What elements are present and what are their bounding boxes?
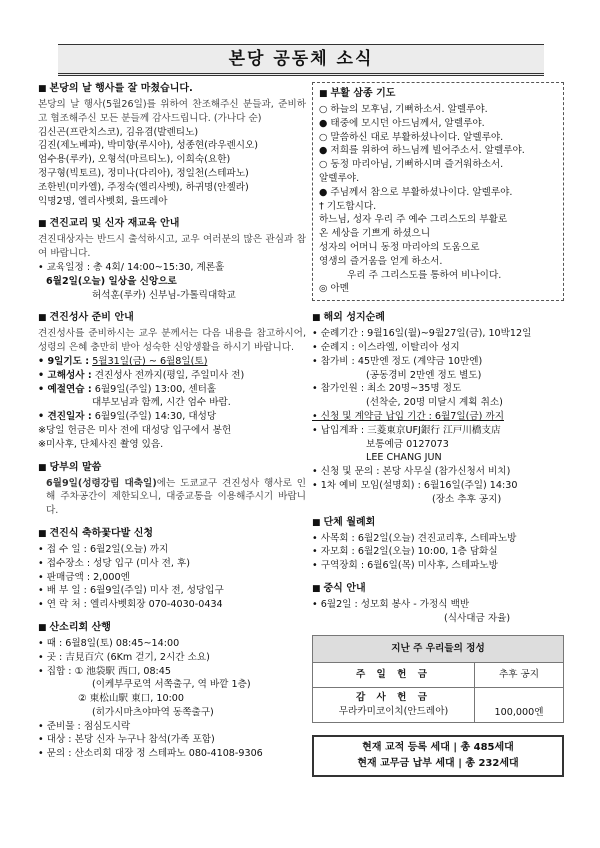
item-value: 6월9일(주일) 14:30, 대성당 — [94, 411, 217, 423]
prayer-line: 성자의 어머니 동정 마리아의 도움으로 — [319, 241, 480, 253]
list-item: • 곳 : 吉見百穴 (6Km 걷기, 2시간 소요) — [38, 651, 210, 663]
section-hiking — [38, 621, 306, 761]
donor-line: 김진(제노베파), 박미향(루시아), 성종현(라우렌시오) — [38, 140, 259, 152]
list-item: • 문의 : 산소리회 대장 정 스테파노 080-4108-9306 — [38, 748, 263, 760]
list-note: (공동경비 2만엔 정도 별도) — [366, 369, 482, 381]
body-bold: 6월9일(성령강림 대축일) — [46, 477, 157, 489]
section-request — [38, 461, 306, 518]
donor-line: 정구형(빅토르), 정미나(다리아), 정일천(스테파노) — [38, 167, 249, 179]
list-item: ② 東松山駅 東口, 10:00 — [78, 693, 185, 705]
census-line: 현재 교무금 납부 세대 | 총 232세대 — [357, 757, 519, 769]
list-item: • 순례지 : 이스라엘, 이탈리아 성지 — [312, 341, 460, 353]
item-label: • 견진일자 : — [38, 411, 92, 423]
square-bullet-icon: ■ — [38, 528, 47, 539]
list-item: • 참가비 : 45만엔 정도 (계약금 10만엔) — [312, 355, 483, 367]
list-note: (식사대금 자율) — [444, 612, 511, 624]
square-bullet-icon: ■ — [38, 622, 47, 633]
square-bullet-icon: ■ — [312, 517, 321, 528]
section-title: 견진교리 및 신자 재교육 안내 — [49, 218, 180, 230]
list-note: (선착순, 20명 미달시 계획 취소) — [366, 397, 503, 409]
item-label: • 예절연습 : — [38, 383, 92, 395]
square-bullet-icon: ■ — [38, 462, 47, 473]
offering-donor: 무라카미코이치(안드레아) — [338, 705, 449, 717]
list-item: • 신청 및 문의 : 본당 사무실 (참가신청서 비치) — [312, 466, 511, 478]
prayer-line: ○ 말씀하신 대로 부활하셨나이다. 알렐루야. — [319, 131, 504, 143]
offering-header: 지난 주 우리들의 정성 — [313, 635, 564, 662]
prayer-box — [312, 82, 564, 301]
note-line: ※미사후, 단체사진 촬영 있음. — [38, 438, 164, 450]
prayer-line: ● 저희를 위하여 하느님께 빌어주소서. 알렐루야. — [319, 145, 525, 157]
list-item: • 판매금액 : 2,000엔 — [38, 571, 130, 583]
square-bullet-icon: ■ — [38, 313, 47, 324]
highlight-line: 6월2일(오늘) 일상을 신앙으로 — [46, 275, 177, 287]
page-title: 본당 공동체 소식 — [58, 44, 544, 76]
list-item: • 집합 : ① 池袋駅 西口, 08:45 — [38, 665, 171, 677]
donor-line: 익명2명, 엘리사벳회, 율뜨레아 — [38, 195, 168, 207]
section-title: 해외 성지순례 — [323, 312, 385, 324]
list-item: • 구역장회 : 6월6일(목) 미사후, 스테파노방 — [312, 560, 498, 572]
list-item: • 6월2일 : 성모회 봉사 - 가정식 백반 — [312, 598, 470, 610]
section-confirmation-class — [38, 217, 306, 302]
list-item: • 자모회 : 6월2일(오늘) 10:00, 1층 담화실 — [312, 546, 498, 558]
prayer-line: ● 주님께서 참으로 부활하셨나이다. 알렐루야. — [319, 186, 513, 198]
offering-table — [312, 635, 564, 723]
prayer-line: ◎ 아멘 — [319, 283, 349, 295]
section-body: 본당의 날 행사(5월26일)를 위하여 찬조해주신 분들과, 준비하고 협조해주신 모든 분들께 감사드립니다. (가나다 순) — [38, 99, 306, 124]
square-bullet-icon: ■ — [312, 583, 321, 594]
section-title: 당부의 말씀 — [49, 461, 102, 473]
offering-value: 추후 공지 — [475, 662, 564, 687]
list-item: • 신청 및 계약금 납입 기간 : 6월7일(금) 까지 — [312, 410, 504, 422]
section-lunch — [312, 582, 564, 626]
item-label: • 고해성사 : — [38, 369, 92, 381]
offering-label: 감 사 헌 금 — [355, 691, 432, 703]
section-title: 중식 안내 — [323, 582, 366, 594]
donor-line: 조한빈(미카엘), 주정숙(엘리사벳), 하귀명(안젤라) — [38, 181, 249, 193]
section-title: 견진식 축하꽃다발 신청 — [49, 527, 154, 539]
census-box — [312, 735, 564, 777]
left-column — [38, 82, 306, 770]
list-item: • 접 수 일 : 6월2일(오늘) 까지 — [38, 543, 169, 555]
donor-line: 엄수용(루카), 오형석(마르티노), 이희숙(요한) — [38, 154, 231, 166]
list-item: • 연 락 처 : 엘리사벳회장 070-4030-0434 — [38, 599, 223, 611]
section-flowers — [38, 527, 306, 612]
prayer-line: † 기도합시다. — [319, 200, 377, 212]
list-item: • 순례기간 : 9월16일(월)~9월27일(금), 10박12일 — [312, 328, 532, 340]
item-value: 견진성사 전까지(평일, 주일미사 전) — [94, 369, 245, 381]
section-pilgrimage — [312, 311, 564, 506]
prayer-line: 하느님, 성자 우리 주 예수 그리스도의 부활로 — [319, 214, 508, 226]
item-note: 대부모님과 함께, 시간 엄수 바람. — [92, 397, 231, 409]
prayer-line: ○ 하늘의 모후님, 기뻐하소서. 알렐루야. — [319, 104, 488, 115]
section-parish-day — [38, 82, 306, 208]
census-line: 현재 교적 등록 세대 | 총 485세대 — [362, 741, 514, 753]
speaker-line: 허석훈(루카) 신부님-가톨릭대학교 — [92, 289, 236, 301]
right-column — [312, 82, 564, 777]
list-item: • 때 : 6월8일(토) 08:45~14:00 — [38, 637, 180, 649]
list-item: • 1차 예비 모임(설명회) : 6월16일(주일) 14:30 — [312, 479, 518, 491]
note-line: ※당일 헌금은 미사 전에 대성당 입구에서 봉헌 — [38, 424, 232, 436]
square-bullet-icon: ■ — [319, 89, 328, 99]
prayer-line: ● 태중에 모시던 아드님께서, 알렐루야. — [319, 117, 485, 129]
section-title: 본당의 날 행사를 잘 마쳤습니다. — [49, 83, 193, 94]
schedule-line: • 교육일정 : 총 4회/ 14:00~15:30, 계론홀 — [38, 261, 225, 273]
prayer-line: 영생의 즐거움을 얻게 하소서. — [319, 255, 443, 267]
list-item: • 준비물 : 점심도시락 — [38, 720, 131, 732]
section-title: 단체 월례회 — [323, 516, 376, 528]
section-body: 견진성사를 준비하시는 교우 분께서는 다음 내용을 참고하시어, 성령의 은혜 충만히 받아 성숙한 신앙생활을 하시기 바랍니다. — [38, 328, 306, 354]
offering-label: 주 일 헌 금 — [313, 662, 475, 687]
section-title: 산소리회 산행 — [49, 621, 111, 633]
list-note: (히가시마츠야마역 동쪽출구) — [92, 706, 214, 718]
list-item: • 접수장소 : 성당 입구 (미사 전, 후) — [38, 557, 190, 569]
section-title: 부활 삼종 기도 — [330, 88, 396, 99]
square-bullet-icon: ■ — [38, 84, 47, 94]
list-item: • 배 부 일 : 6월9일(주일) 미사 전, 성당입구 — [38, 585, 224, 597]
item-label: • 9일기도 : — [38, 355, 90, 367]
section-confirmation-prep — [38, 311, 306, 451]
section-groups — [312, 516, 564, 573]
item-value: 6월9일(주일) 13:00, 센터홀 — [94, 383, 217, 395]
prayer-line: 알렐루야. — [319, 172, 360, 184]
bank-account: 보통예금 0127073 — [366, 438, 449, 450]
offering-value: 100,000엔 — [475, 687, 564, 722]
donor-line: 김신곤(프란치스코), 김유겸(발렌티노) — [38, 126, 199, 138]
body-rest: 에는 도쿄교구 견진성사 행사로 인해 주차공간이 제한되오니, 대중교통을 이용해주시기 바랍니다. — [46, 477, 306, 517]
section-body: 견진대상자는 반드시 출석하시고, 교우 여러분의 많은 관심과 참여 바랍니다. — [38, 234, 306, 260]
prayer-line: 온 세상을 기쁘게 하셨으니 — [319, 228, 431, 240]
bank-holder: LEE CHANG JUN — [366, 452, 442, 464]
list-item: • 사목회 : 6월2일(오늘) 견진교리후, 스테파노방 — [312, 532, 517, 544]
list-item: • 납입계좌 : — [312, 424, 368, 436]
item-value: 5월31일(금) ~ 6월8일(토) — [92, 355, 208, 367]
prayer-line: ○ 동정 마리아님, 기뻐하시며 즐거워하소서. — [319, 159, 504, 171]
list-item: • 대상 : 본당 신자 누구나 참석(가족 포함) — [38, 734, 215, 746]
bank-name: 三菱東京UFJ銀行 江戸川橋支店 — [367, 424, 501, 436]
square-bullet-icon: ■ — [312, 313, 321, 324]
list-note: (이케부쿠로역 서쪽출구, 역 바깥 1층) — [92, 679, 251, 691]
list-item: • 참가인원 : 최소 20명~35명 정도 — [312, 383, 462, 395]
section-title: 견진성사 준비 안내 — [49, 312, 134, 324]
square-bullet-icon: ■ — [38, 219, 47, 230]
prayer-line: 우리 주 그리스도를 통하여 비나이다. — [347, 269, 502, 281]
list-note: (장소 추후 공지) — [432, 493, 502, 505]
